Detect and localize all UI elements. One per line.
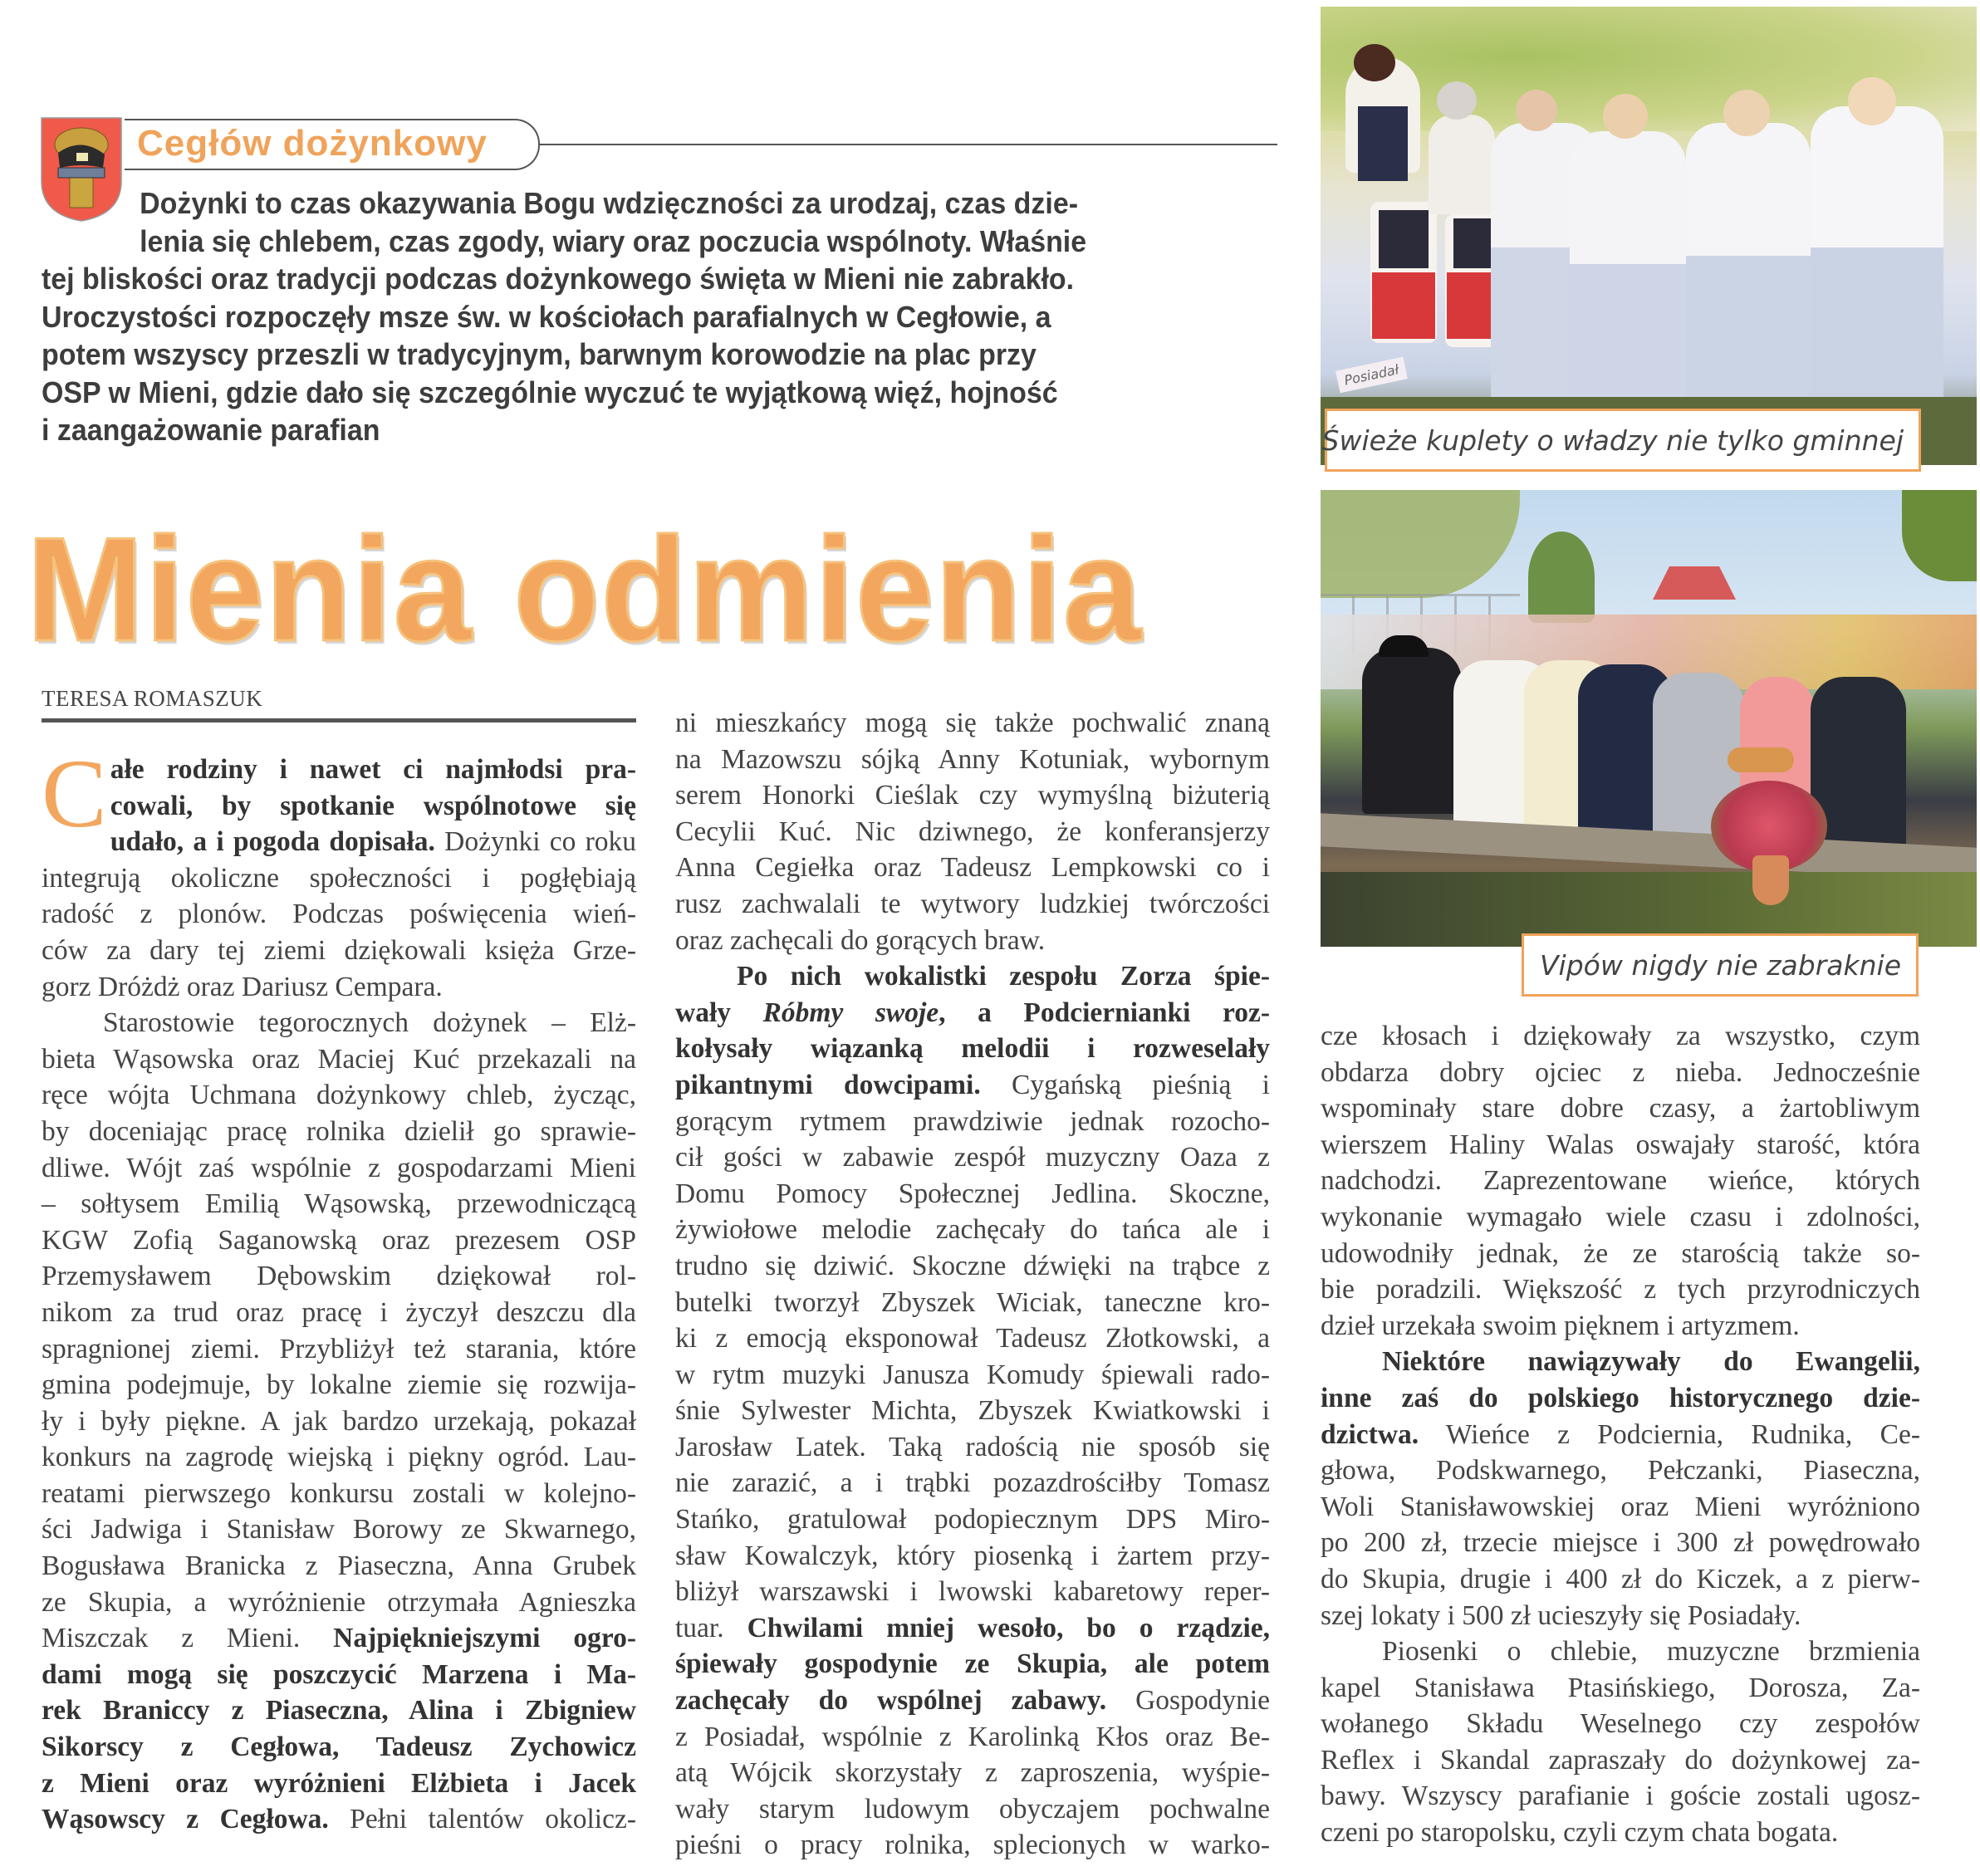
body-text: Reflex i Skandal zapraszały do dożynkowej za- — [1321, 1744, 1920, 1776]
lead-line: Dożynki to czas okazywania Bogu wdzięczności za urodzaj, czas dzie- — [140, 186, 1079, 220]
body-text: dliwe. Wójt zaś wspólnie z gospodarzami Mieni — [42, 1152, 636, 1183]
byline-divider — [42, 718, 636, 722]
text-line — [675, 958, 1270, 995]
body-text: gorącym rytmem prawdziwie jednak rozocho- — [675, 1105, 1270, 1137]
text-line — [42, 1657, 636, 1693]
body-text: wspominały stare dobre czasy, a żartobliwym — [1321, 1093, 1920, 1124]
body-text: w rytm muzyki Janusza Komudy śpiewali rado- — [675, 1359, 1270, 1390]
photo-sign: Posiadał — [1336, 357, 1407, 394]
lead-line: OSP w Mieni, gdzie dało się szczególnie wyczuć te wyjątkową więź, hojność — [42, 375, 1058, 409]
text-line — [675, 1465, 1270, 1501]
body-text: z Posiadał, wspólnie z Karolinką Kłos oraz Be- — [675, 1721, 1270, 1752]
bold-text: kołysały wiązanką melodii i rozweselały — [675, 1033, 1270, 1065]
bold-text: z Mieni oraz wyróżnieni Elżbieta i Jacek — [42, 1767, 636, 1799]
text-line — [675, 886, 1270, 923]
text-line — [675, 1538, 1270, 1575]
body-text: sław Kowalczyk, który piosenką i żartem przy- — [675, 1540, 1270, 1571]
bold-text: rek Braniccy z Piaseczna, Alina i Zbigniew — [42, 1695, 636, 1727]
headline: Mienia odmienia — [27, 507, 1143, 672]
text-line — [675, 1285, 1270, 1321]
bold-text: inne zaś do polskiego historycznego dzie- — [1321, 1382, 1920, 1413]
photo-caption: Świeże kuplety o władzy nie tylko gminnej — [1325, 409, 1921, 472]
text-line — [42, 1439, 636, 1476]
body-text: kapel Stanisława Ptasińskiego, Dorosza, Za- — [1321, 1672, 1920, 1703]
text-line — [675, 1719, 1270, 1756]
body-text: ści Jadwiga i Stanisław Borowy ze Skwarnego, — [42, 1514, 636, 1545]
body-text: atą Wójcik skorzystały z zaproszenia, wyśpie- — [675, 1757, 1270, 1789]
text-line — [675, 1320, 1270, 1357]
body-text: wołanego Składu Weselnego czy zespołów — [1321, 1708, 1920, 1740]
body-text: bliżył warszawski i lwowski kabaretowy reper- — [675, 1576, 1270, 1608]
drop-cap: C — [42, 739, 107, 848]
body-text: spragnionej ziemi. Przybliżył też starania, które — [42, 1333, 636, 1364]
text-line — [42, 969, 636, 1006]
text-line — [42, 1331, 636, 1368]
body-text: do Skupia, drugie i 400 zł do Kiczek, a z pierw- — [1321, 1563, 1920, 1594]
body-text: Gospodynie — [1106, 1685, 1270, 1717]
text-line — [675, 1212, 1270, 1248]
text-line — [1321, 1055, 1920, 1091]
text-line — [42, 1801, 636, 1838]
text-line — [675, 1248, 1270, 1285]
text-line — [42, 1186, 636, 1222]
photo-caption: Vipów nigdy nie zabraknie — [1522, 933, 1919, 997]
body-text: Bogusława Branicka z Piaseczna, Anna Grubek — [42, 1550, 636, 1582]
body-text: – sołtysem Emilią Wąsowską, przewodniczącą — [42, 1188, 636, 1220]
body-text: Jarosław Latek. Taką radością nie sposób się — [675, 1431, 1270, 1462]
body-text: gmina podejmuje, by lokalne ziemie się rozwija- — [42, 1369, 636, 1401]
text-line — [675, 850, 1270, 886]
text-line — [675, 923, 1270, 959]
text-line — [1321, 1127, 1920, 1163]
byline: TERESA ROMASZUK — [42, 686, 263, 711]
body-text: po 200 zł, trzecie miejsce i 300 zł powędrowało — [1321, 1527, 1920, 1559]
body-text: ki z emocją eksponował Tadeusz Złotkowski, a — [675, 1323, 1270, 1354]
body-text: Domu Pomocy Społecznej Jedlina. Skoczne, — [675, 1178, 1270, 1209]
bold-text: , a Podciernianki roz- — [939, 997, 1270, 1028]
article-column-2 — [675, 705, 1270, 1864]
body-text: Piosenki o chlebie, muzyczne brzmienia — [1382, 1636, 1920, 1668]
body-text: rusz zachwalali te wytwory ludzkiej twórczości — [675, 888, 1270, 919]
text-line — [42, 1114, 636, 1150]
bold-text: Najpiękniejszymi ogro- — [333, 1623, 636, 1654]
text-line — [675, 1067, 1270, 1104]
text-line — [1321, 1236, 1920, 1272]
text-line — [1321, 1452, 1920, 1489]
text-line — [1321, 1634, 1920, 1670]
text-line — [675, 1683, 1270, 1719]
text-line — [1321, 1815, 1920, 1851]
body-text: wykonanie wymagało wiele czasu i zdolności, — [1321, 1201, 1920, 1232]
text-line — [675, 1610, 1270, 1647]
lead-line: Uroczystości rozpoczęły msze św. w kościołach parafialnych w Cegłowie, a — [42, 299, 1051, 334]
text-line — [1321, 1525, 1920, 1561]
text-line — [675, 1501, 1270, 1538]
body-text: Cygańską pieśnią i — [980, 1069, 1270, 1100]
body-text: wały starym ludowym obyczajem pochwalne — [675, 1793, 1270, 1825]
body-text: oraz zachęcali do gorących braw. — [675, 924, 1046, 956]
text-line — [675, 1574, 1270, 1610]
bold-text: wały — [675, 997, 763, 1028]
body-text: butelki tworzył Zbyszek Wiciak, taneczne kro- — [675, 1286, 1270, 1318]
bold-text: zachęcały do wspólnej zabawy. — [675, 1685, 1107, 1717]
text-line — [675, 777, 1270, 814]
body-text: ze Skupia, a wyróżnienie otrzymała Agnieszka — [42, 1586, 636, 1618]
body-text: udowodniły jednak, że ze starością także so- — [1321, 1237, 1920, 1269]
lead-line: tej bliskości oraz tradycji podczas dożynkowego święta w Mieni nie zabrakło. — [42, 262, 1075, 296]
text-line — [42, 752, 636, 788]
text-line — [1321, 1561, 1920, 1598]
text-line — [675, 814, 1270, 850]
text-line — [42, 1367, 636, 1403]
text-line — [42, 1005, 636, 1041]
bold-text: cowali, by spotkanie wspólnotowe się — [110, 790, 636, 821]
bold-text: śpiewały gospodynie ze Skupia, ale potem — [675, 1648, 1270, 1680]
body-text: Przemysławem Dębowskim dziękował rol- — [42, 1261, 636, 1292]
article-column-3 — [1321, 1018, 1920, 1851]
text-line — [1321, 1308, 1920, 1345]
body-text: Stańko, gratulował podopiecznym DPS Miro- — [675, 1504, 1270, 1536]
body-text: ni mieszkańcy mogą się także pochwalić znaną — [675, 708, 1270, 738]
body-text: nikom za trud oraz pracę i życzył deszczu dla — [42, 1296, 636, 1328]
body-text: trudno się dziwić. Skoczne dźwięki na trąbce z — [675, 1250, 1270, 1281]
bold-text: Niektóre nawiązywały do Ewangelii, — [1382, 1346, 1920, 1378]
text-line — [675, 1357, 1270, 1394]
body-text: Anna Cegiełka oraz Tadeusz Lempkowski co i — [675, 852, 1270, 884]
text-line — [42, 1620, 636, 1657]
body-text: Starostowie tegorocznych dożynek – Elż- — [103, 1007, 636, 1039]
column-1-text — [42, 739, 636, 1838]
text-line — [675, 1139, 1270, 1176]
bold-text: Chwilami mniej wesoło, bo o rządzie, — [747, 1612, 1270, 1643]
bold-text: dzictwa. — [1321, 1418, 1419, 1450]
bold-text: pikantnymi dowcipami. — [675, 1069, 981, 1100]
text-line — [675, 1031, 1270, 1067]
lead-line: potem wszyscy przeszli w tradycyjnym, barwnym korowodzie na plac przy — [42, 337, 1037, 371]
body-text: obdarza dobry ojciec z nieba. Jednocześnie — [1321, 1056, 1920, 1088]
body-text: reatami pierwszego konkursu zostali w kolejno- — [42, 1477, 636, 1509]
text-line — [42, 896, 636, 933]
text-line — [42, 1511, 636, 1548]
body-text: bie poradzili. Większość z tych przyrodniczych — [1321, 1274, 1920, 1305]
body-text: Wieńce z Podciernia, Rudnika, Ce- — [1419, 1418, 1920, 1450]
body-text: dzieł urzekała swoim pięknem i artyzmem. — [1321, 1310, 1800, 1341]
text-line — [42, 1729, 636, 1766]
body-text: Cecylii Kuć. Nic dziwnego, że konferansjerzy — [675, 816, 1270, 847]
body-text: cze kłosach i dziękowały za wszystko, czym — [1321, 1021, 1920, 1051]
body-text: Dożynki co roku — [434, 826, 636, 858]
text-line — [1321, 1706, 1920, 1742]
text-line — [675, 1104, 1270, 1140]
body-text: ręce wójta Uchmana dożynkowy chleb, życząc, — [42, 1080, 636, 1111]
text-line — [1321, 1670, 1920, 1707]
text-line — [1321, 1778, 1920, 1815]
song-title: Róbmy swoje — [762, 997, 939, 1028]
body-text: integrują okoliczne społeczności i pogłębiają — [42, 862, 636, 894]
body-text: gorz Dróżdż oraz Dariusz Cempara. — [42, 971, 443, 1002]
text-line — [42, 1258, 636, 1295]
bold-text: Wąsowscy z Cegłowa. — [42, 1804, 329, 1835]
bold-text: udało, a i pogoda dopisała. — [110, 826, 435, 858]
body-text: ły i były piękne. A jak bardzo urzekają, pokazał — [42, 1405, 636, 1437]
text-line — [42, 1585, 636, 1621]
body-text: bieta Wąsowska oraz Maciej Kuć przekazali na — [42, 1043, 636, 1075]
text-line — [675, 995, 1270, 1031]
text-line — [675, 1791, 1270, 1828]
text-line — [675, 742, 1270, 778]
body-text: tuar. — [675, 1612, 747, 1643]
body-text: nie zarazić, a i trąbki pozazdrościłby Tomasz — [675, 1467, 1270, 1499]
text-line — [42, 1077, 636, 1114]
text-line — [1321, 1380, 1920, 1417]
body-text: radość z plonów. Podczas poświęcenia wień- — [42, 899, 636, 930]
text-line — [1321, 1018, 1920, 1055]
text-line — [1321, 1344, 1920, 1380]
text-line — [42, 1692, 636, 1729]
article-column-1 — [42, 739, 636, 1838]
text-line — [42, 1295, 636, 1331]
bold-text: ałe rodziny i nawet ci najmłodsi pra- — [110, 754, 636, 785]
body-text: ców za dary tej ziemi dziękowali księża Grze- — [42, 934, 636, 966]
text-line — [1321, 1489, 1920, 1526]
column-3-text — [1321, 1018, 1920, 1851]
column-2-text — [675, 705, 1270, 1864]
text-line — [1321, 1417, 1920, 1453]
text-line — [675, 1429, 1270, 1466]
text-line — [42, 1766, 636, 1802]
body-text: KGW Zofią Saganowską oraz prezesem OSP — [42, 1224, 636, 1256]
body-text: Miszczak z Mieni. — [42, 1623, 334, 1654]
body-text: by doceniając pracę rolnika dzielił go sprawie- — [42, 1115, 636, 1147]
text-line — [675, 1755, 1270, 1791]
text-line — [42, 860, 636, 897]
text-line — [1321, 1163, 1920, 1199]
body-text: głowa, Podskwarnego, Pełczanki, Piaseczna, — [1321, 1455, 1920, 1487]
text-line — [42, 1041, 636, 1078]
text-line — [1321, 1598, 1920, 1634]
text-line — [675, 705, 1270, 742]
body-text: czeni po staropolsku, czyli czym chata bogata. — [1321, 1817, 1839, 1849]
section-divider — [540, 144, 1277, 145]
body-text: na Mazowszu sójką Anny Kotuniak, wybornym — [675, 743, 1270, 775]
body-text: bawy. Wszyscy parafianie i goście zostali ugosz- — [1321, 1780, 1920, 1812]
body-text: nadchodzi. Zaprezentowane wieńce, których — [1321, 1165, 1920, 1197]
text-line — [42, 788, 636, 825]
text-line — [42, 1403, 636, 1440]
bold-text: Sikorscy z Cegłowa, Tadeusz Zychowicz — [42, 1732, 636, 1763]
lead-line: i zaangażowanie parafian — [42, 413, 380, 447]
body-text: śnie Sylwester Michta, Zbyszek Kwiatkowski i — [675, 1395, 1270, 1427]
photo-vip-guests — [1321, 490, 1977, 947]
text-line — [1321, 1090, 1920, 1127]
text-line — [1321, 1742, 1920, 1779]
text-line — [1321, 1199, 1920, 1236]
bold-text: Po nich wokalistki zespołu Zorza śpie- — [737, 961, 1270, 992]
lead-paragraph — [42, 184, 1191, 449]
text-line — [42, 1548, 636, 1585]
photo-singing-women — [1321, 7, 1977, 465]
body-text: cił gości w zabawie zespół muzyczny Oaza z — [675, 1142, 1270, 1173]
bold-text: dami mogą się poszczycić Marzena i Ma- — [42, 1658, 636, 1690]
text-line — [675, 1646, 1270, 1683]
lead-line: lenia się chlebem, czas zgody, wiary oraz poczucia wspólnoty. Właśnie — [140, 223, 1087, 258]
body-text: wierszem Haliny Walas oswajały starość, która — [1321, 1129, 1920, 1160]
text-line — [675, 1176, 1270, 1212]
text-line — [1321, 1271, 1920, 1308]
body-text: Pełni talentów okolicz- — [328, 1804, 636, 1835]
text-line — [675, 1827, 1270, 1864]
text-line — [42, 1476, 636, 1512]
body-text: pieśni o pracy rolnika, splecionych w warko- — [675, 1829, 1270, 1861]
body-text: szej lokaty i 500 zł ucieszyły się Posiadały. — [1321, 1599, 1801, 1631]
text-line — [42, 1150, 636, 1187]
body-text: żywiołowe melodie zachęcały do tańca ale i — [675, 1214, 1270, 1246]
text-line — [42, 1222, 636, 1259]
body-text: Woli Stanisławowskiej oraz Mieni wyróżniono — [1321, 1491, 1920, 1522]
text-line — [675, 1393, 1270, 1429]
text-line — [42, 933, 636, 969]
text-line — [42, 824, 636, 860]
body-text: serem Honorki Cieślak czy wymyślną biżuterią — [675, 780, 1270, 811]
section-tag: Cegłów dożynkowy — [137, 123, 488, 164]
body-text: konkurs na zagrodę wiejską i piękny ogród. Lau- — [42, 1442, 636, 1473]
